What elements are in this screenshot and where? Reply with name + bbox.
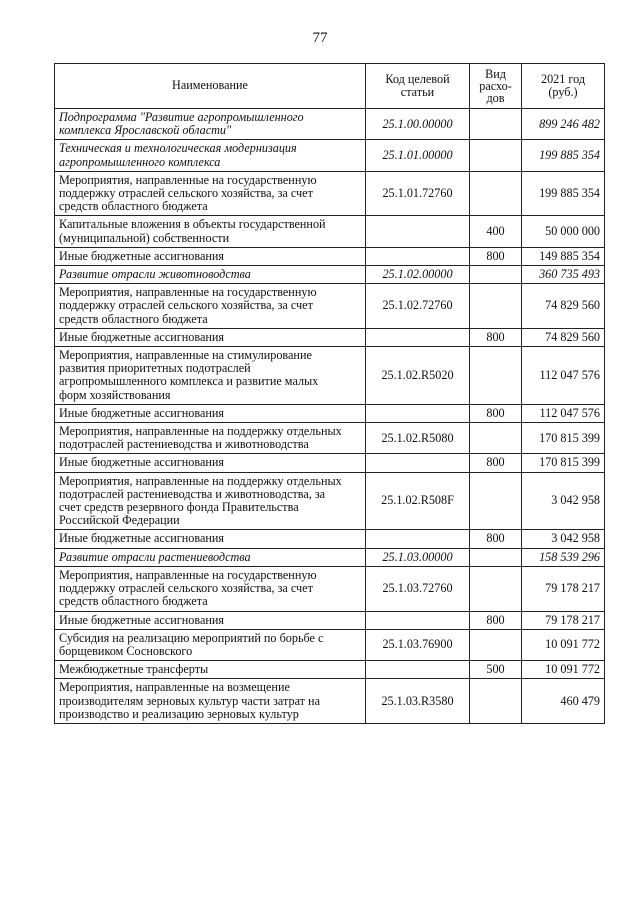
- table-row: [55, 140, 605, 171]
- row-vid: [470, 548, 522, 566]
- row-name-line: (муниципальной) собственности: [59, 230, 230, 245]
- row-sum: 170 815 399: [522, 454, 605, 472]
- table-body: [55, 109, 605, 724]
- table-row: [55, 454, 605, 472]
- row-sum: 79 178 217: [522, 611, 605, 629]
- row-name-line: агропромышленного комплекса: [59, 154, 221, 169]
- row-name-line: Иные бюджетные ассигнования: [59, 405, 225, 420]
- row-name: [55, 661, 366, 679]
- row-name-line: Иные бюджетные ассигнования: [59, 531, 225, 546]
- table-row: [55, 284, 605, 329]
- row-name-line: Техническая и технологическая модернизация: [59, 141, 297, 156]
- row-name: [55, 216, 366, 247]
- row-code: 25.1.02.R508F: [366, 472, 470, 530]
- row-name: [55, 347, 366, 405]
- row-sum: 3 042 958: [522, 530, 605, 548]
- row-name-line: Иные бюджетные ассигнования: [59, 248, 225, 263]
- row-vid: 800: [470, 611, 522, 629]
- table-row: [55, 247, 605, 265]
- row-vid: 500: [470, 661, 522, 679]
- row-name: [55, 548, 366, 566]
- row-name-line: Подпрограмма "Развитие агропромышленного: [59, 110, 304, 124]
- row-name-line: борщевиком Сосновского: [59, 643, 193, 658]
- row-vid: 800: [470, 530, 522, 548]
- row-name-line: Мероприятия, направленные на поддержку отдельных: [59, 424, 342, 439]
- row-vid: 800: [470, 454, 522, 472]
- header-code-line: статьи: [400, 85, 435, 99]
- table-row: [55, 404, 605, 422]
- table-row: [55, 423, 605, 454]
- row-name-line: комплекса Ярославской области": [59, 123, 232, 138]
- row-code: [366, 661, 470, 679]
- row-name: [55, 530, 366, 548]
- row-code: 25.1.01.72760: [366, 171, 470, 216]
- row-code: 25.1.03.76900: [366, 629, 470, 660]
- row-sum: 10 091 772: [522, 629, 605, 660]
- header-vid-line: Вид: [485, 67, 506, 81]
- table-row: [55, 171, 605, 216]
- row-sum: 199 885 354: [522, 171, 605, 216]
- table-row: [55, 266, 605, 284]
- table-row: [55, 216, 605, 247]
- row-vid: 400: [470, 216, 522, 247]
- row-sum: 149 885 354: [522, 247, 605, 265]
- row-code: 25.1.01.00000: [366, 140, 470, 171]
- row-vid: [470, 629, 522, 660]
- table-row: [55, 611, 605, 629]
- row-name: [55, 611, 366, 629]
- table-row: [55, 661, 605, 679]
- table-row: [55, 472, 605, 530]
- row-sum: 360 735 493: [522, 266, 605, 284]
- row-sum: 158 539 296: [522, 548, 605, 566]
- row-vid: 800: [470, 328, 522, 346]
- row-name-line: Мероприятия, направленные на стимулирование: [59, 348, 312, 363]
- row-name: [55, 328, 366, 346]
- row-vid: [470, 679, 522, 724]
- header-code-line: Код целевой: [385, 71, 450, 86]
- row-code: [366, 611, 470, 629]
- header-code: [366, 64, 470, 109]
- row-sum: 170 815 399: [522, 423, 605, 454]
- row-code: 25.1.00.00000: [366, 109, 470, 140]
- row-name: [55, 171, 366, 216]
- row-name-line: Российской Федерации: [59, 513, 180, 528]
- row-sum: 199 885 354: [522, 140, 605, 171]
- row-name-line: Иные бюджетные ассигнования: [59, 329, 225, 344]
- table-row: [55, 109, 605, 140]
- row-name-line: Развитие отрасли животноводства: [59, 267, 251, 282]
- row-name-line: Мероприятия, направленные на возмещение: [59, 680, 290, 695]
- table-row: [55, 629, 605, 660]
- row-name-line: поддержку отраслей сельского хозяйства, за счет: [59, 581, 313, 596]
- table-row: [55, 530, 605, 548]
- row-name-line: Иные бюджетные ассигнования: [59, 455, 225, 470]
- header-sum-line: 2021 год: [540, 71, 586, 86]
- row-name: [55, 472, 366, 530]
- row-name-line: Капитальные вложения в объекты государственной: [59, 217, 326, 232]
- row-sum: 112 047 576: [522, 347, 605, 405]
- row-code: 25.1.03.R3580: [366, 679, 470, 724]
- row-sum: 10 091 772: [522, 661, 605, 679]
- row-name-line: Мероприятия, направленные на поддержку отдельных: [59, 473, 342, 488]
- row-name-line: счет средств резервного фонда Правительства: [59, 500, 299, 515]
- row-code: [366, 247, 470, 265]
- row-vid: [470, 171, 522, 216]
- row-name-line: Иные бюджетные ассигнования: [59, 612, 225, 627]
- row-name: [55, 266, 366, 284]
- row-sum: 899 246 482: [522, 109, 605, 140]
- row-name-line: агропромышленного комплекса и развитие малых: [59, 374, 319, 389]
- row-vid: [470, 140, 522, 171]
- row-name: [55, 629, 366, 660]
- row-vid: [470, 566, 522, 611]
- row-name-line: производство и реализацию зерновых культур: [59, 706, 299, 721]
- row-name-line: производителям зерновых культур части затрат на: [59, 693, 320, 708]
- row-name-line: Межбюджетные трансферты: [59, 662, 209, 677]
- row-sum: 79 178 217: [522, 566, 605, 611]
- row-name: [55, 566, 366, 611]
- row-name-line: Мероприятия, направленные на государственную: [59, 567, 317, 582]
- row-name: [55, 423, 366, 454]
- row-vid: [470, 472, 522, 530]
- row-vid: [470, 347, 522, 405]
- row-name: [55, 109, 366, 140]
- header-sum-line: (руб.): [548, 85, 578, 99]
- row-name-line: форм хозяйствования: [59, 387, 171, 402]
- row-vid: [470, 266, 522, 284]
- row-vid: 800: [470, 247, 522, 265]
- row-code: 25.1.03.72760: [366, 566, 470, 611]
- row-sum: 3 042 958: [522, 472, 605, 530]
- row-name-line: поддержку отраслей сельского хозяйства, за счет: [59, 186, 313, 201]
- header-name: [55, 64, 366, 109]
- header-vid-line: дов: [486, 91, 505, 105]
- row-code: 25.1.02.R5020: [366, 347, 470, 405]
- page-number: 77: [312, 30, 328, 46]
- row-name-line: средств областного бюджета: [59, 594, 208, 609]
- row-name-line: развития приоритетных подотраслей: [59, 361, 251, 376]
- row-name: [55, 284, 366, 329]
- row-vid: [470, 284, 522, 329]
- row-sum: 50 000 000: [522, 216, 605, 247]
- row-sum: 460 479: [522, 679, 605, 724]
- row-name: [55, 247, 366, 265]
- row-code: 25.1.02.R5080: [366, 423, 470, 454]
- header-vid-line: расхо-: [479, 79, 512, 93]
- row-code: 25.1.02.72760: [366, 284, 470, 329]
- table-header-row: [55, 64, 605, 109]
- row-code: [366, 404, 470, 422]
- table-row: [55, 328, 605, 346]
- header-sum: [522, 64, 605, 109]
- row-code: [366, 328, 470, 346]
- row-name-line: Субсидия на реализацию мероприятий по борьбе с: [59, 630, 324, 645]
- row-name: [55, 679, 366, 724]
- row-vid: [470, 109, 522, 140]
- row-code: [366, 454, 470, 472]
- table-row: [55, 347, 605, 405]
- row-name: [55, 454, 366, 472]
- row-sum: 112 047 576: [522, 404, 605, 422]
- row-name-line: средств областного бюджета: [59, 311, 208, 326]
- row-name-line: Развитие отрасли растениеводства: [59, 549, 251, 564]
- row-sum: 74 829 560: [522, 284, 605, 329]
- row-name-line: средств областного бюджета: [59, 199, 208, 214]
- row-name: [55, 404, 366, 422]
- table-row: [55, 679, 605, 724]
- budget-table: [54, 63, 605, 724]
- header-vid: [470, 64, 522, 109]
- row-code: 25.1.02.00000: [366, 266, 470, 284]
- row-name-line: подотраслей растениеводства и животноводства, за: [59, 486, 326, 501]
- row-code: [366, 530, 470, 548]
- table-row: [55, 566, 605, 611]
- row-name-line: Мероприятия, направленные на государственную: [59, 285, 317, 300]
- header-name-label: Наименование: [172, 78, 248, 93]
- row-name-line: поддержку отраслей сельского хозяйства, за счет: [59, 298, 313, 313]
- row-sum: 74 829 560: [522, 328, 605, 346]
- row-code: 25.1.03.00000: [366, 548, 470, 566]
- row-name: [55, 140, 366, 171]
- row-name-line: Мероприятия, направленные на государственную: [59, 172, 317, 187]
- row-vid: [470, 423, 522, 454]
- row-vid: 800: [470, 404, 522, 422]
- row-code: [366, 216, 470, 247]
- row-name-line: подотраслей растениеводства и животноводства: [59, 437, 309, 452]
- table-row: [55, 548, 605, 566]
